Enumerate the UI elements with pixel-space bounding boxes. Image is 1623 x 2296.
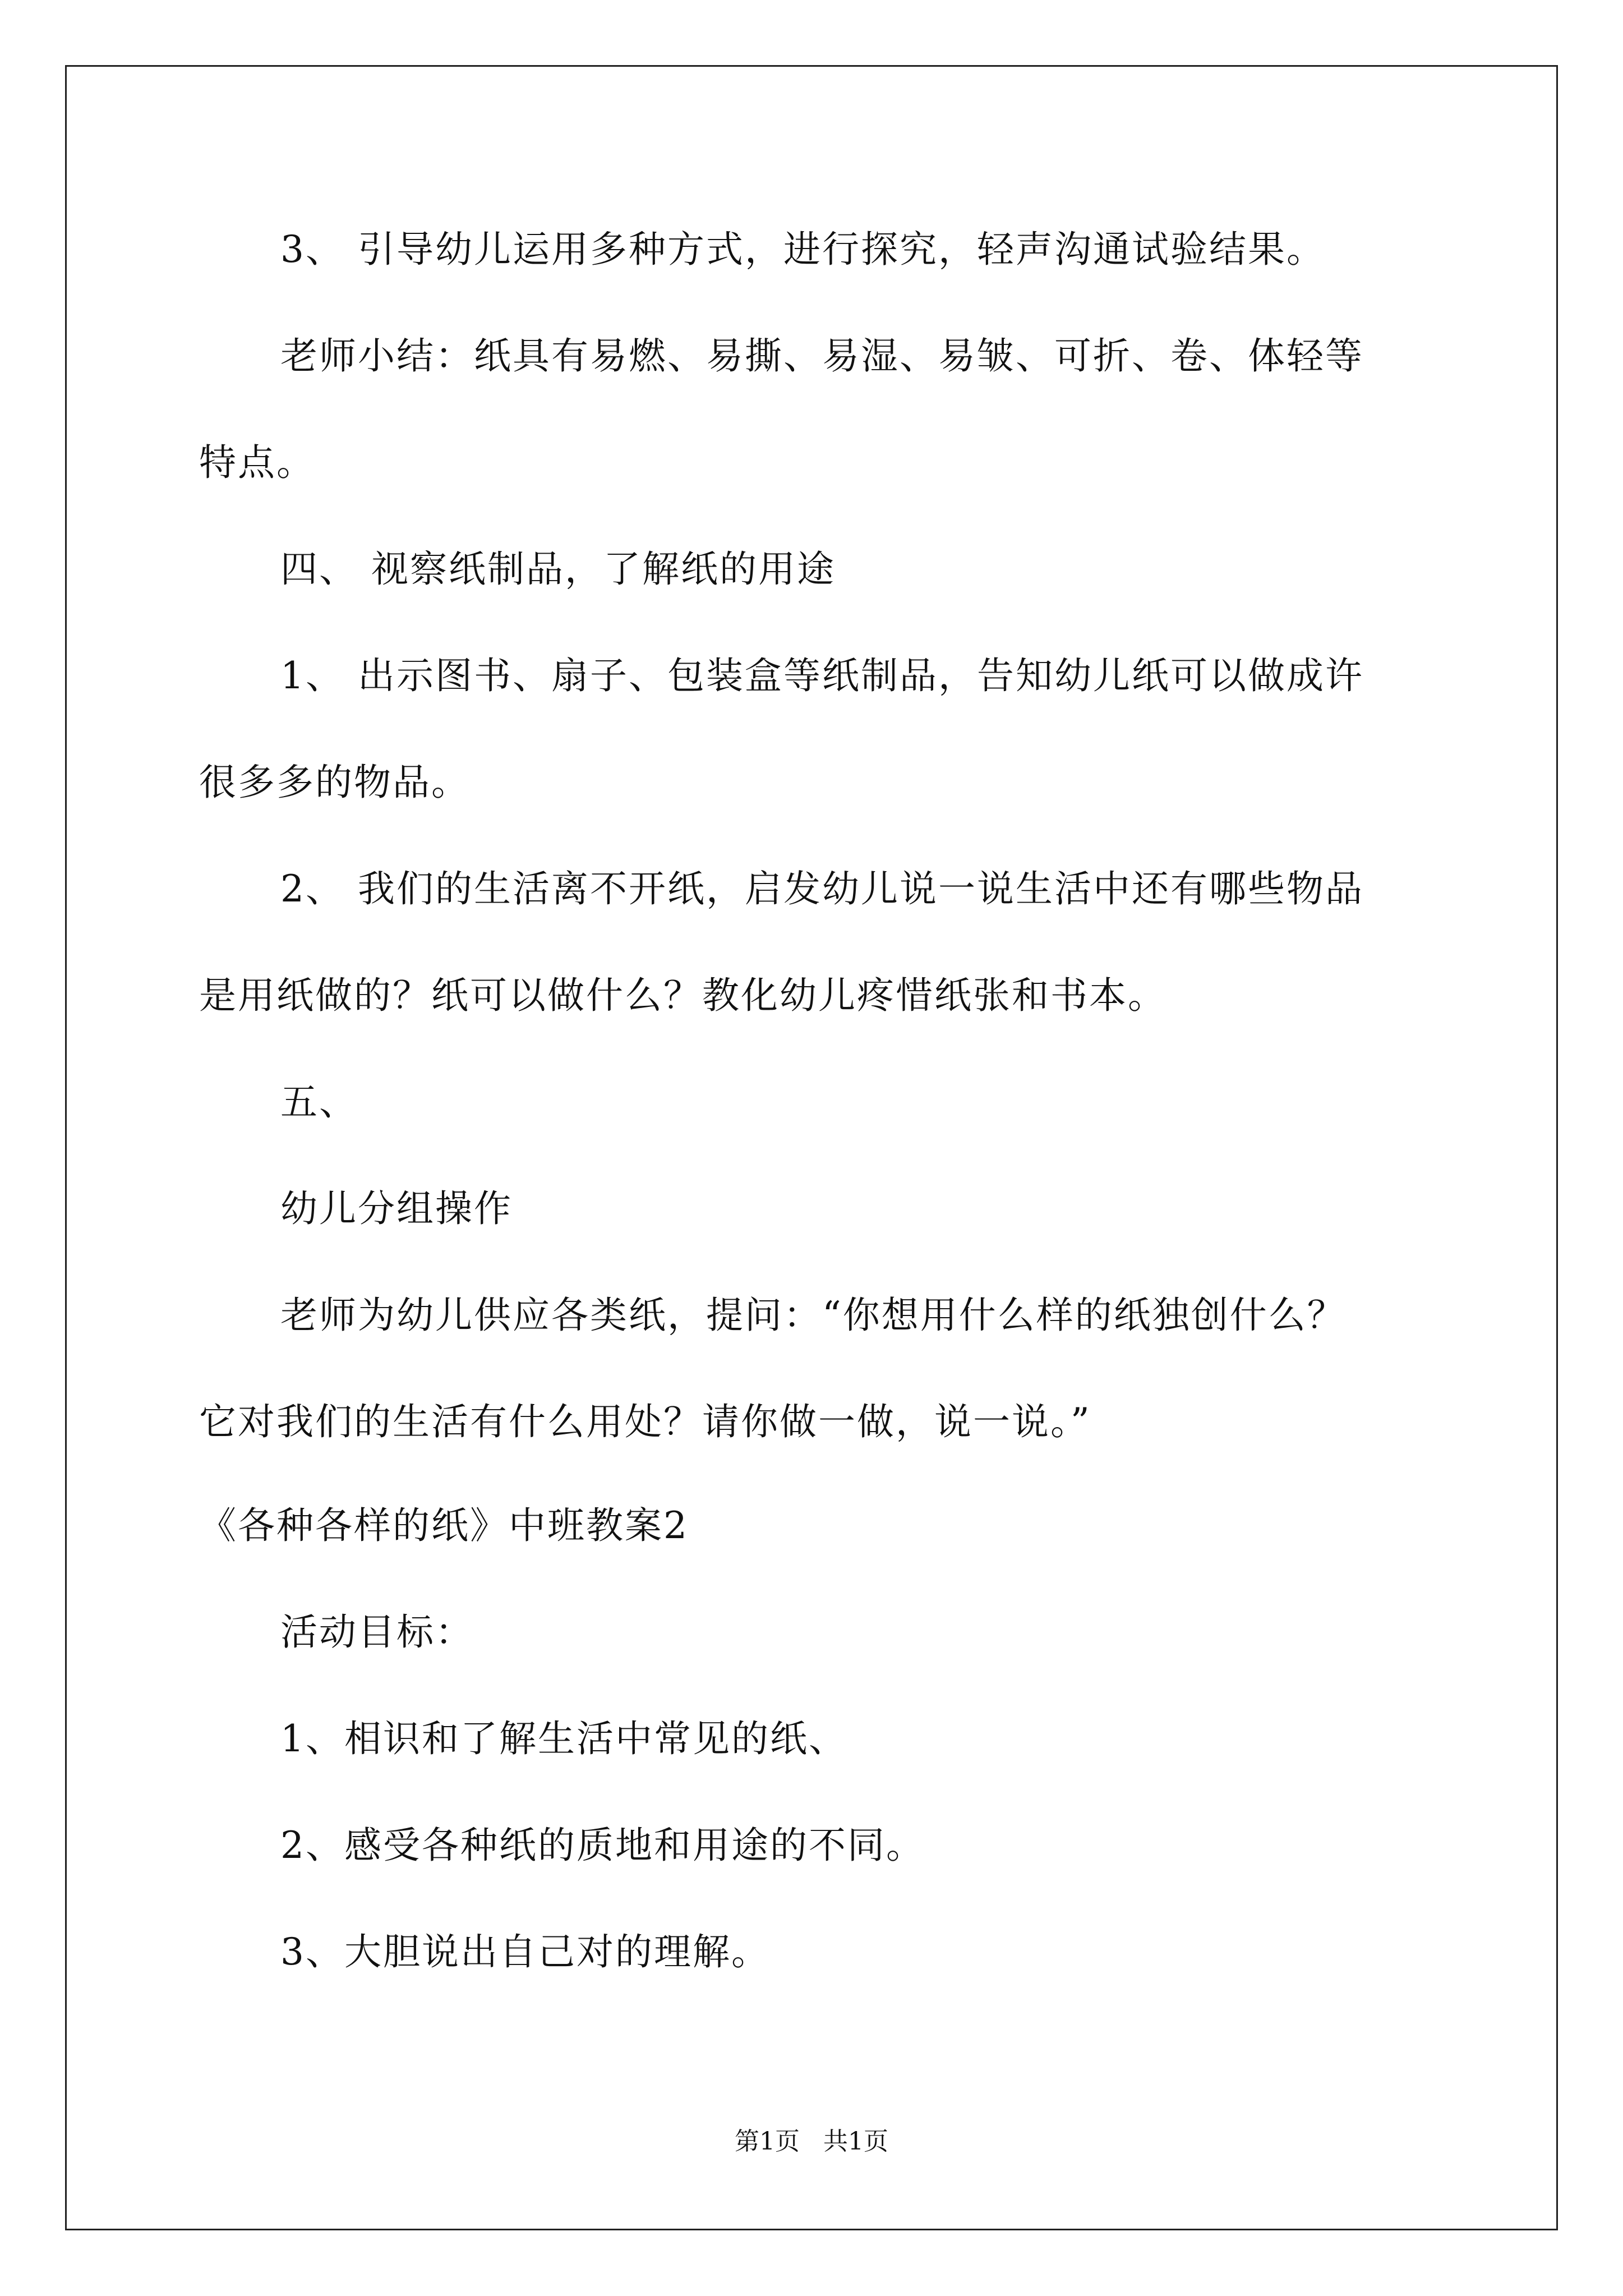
goal-3: 3、大胆说出自己对的理解。 <box>280 1930 770 1973</box>
paragraph-teacher-question: 老师为幼儿供应各类纸，提问：“你想用什么样的纸独创什么？ <box>280 1294 1346 1337</box>
lesson-plan-title: 《各种各样的纸》中班教案2 <box>199 1504 689 1547</box>
activity-goals-heading: 活动目标： <box>280 1611 474 1654</box>
paragraph-teacher-summary-cont: 特点。 <box>199 441 315 484</box>
paragraph-step-3: 3、 引导幼儿运用多种方式，进行探究，轻声沟通试验结果。 <box>280 228 1325 271</box>
section-heading-five: 五、 <box>280 1080 358 1124</box>
paragraph-step-1: 1、 出示图书、扇子、包装盒等纸制品，告知幼儿纸可以做成许 <box>280 654 1364 697</box>
section-five-title: 幼儿分组操作 <box>280 1187 513 1230</box>
paragraph-step-2: 2、 我们的生活离不开纸，启发幼儿说一说生活中还有哪些物品 <box>280 867 1364 910</box>
paragraph-teacher-question-cont: 它对我们的生活有什么用处？请你做一做，说一说。” <box>199 1400 1091 1443</box>
page-border <box>65 65 1558 2230</box>
page-footer: 第1页 共1页 <box>735 2127 888 2156</box>
paragraph-step-1-cont: 很多多的物品。 <box>199 761 470 804</box>
paragraph-step-2-cont: 是用纸做的？纸可以做什么？教化幼儿疼惜纸张和书本。 <box>199 974 1166 1017</box>
goal-1: 1、相识和了解生活中常见的纸、 <box>280 1717 847 1760</box>
goal-2: 2、感受各种纸的质地和用途的不同。 <box>280 1824 925 1867</box>
paragraph-teacher-summary: 老师小结：纸具有易燃、易撕、易湿、易皱、可折、卷、体轻等 <box>280 334 1364 378</box>
section-heading-four: 四、 视察纸制品，了解纸的用途 <box>280 547 836 591</box>
